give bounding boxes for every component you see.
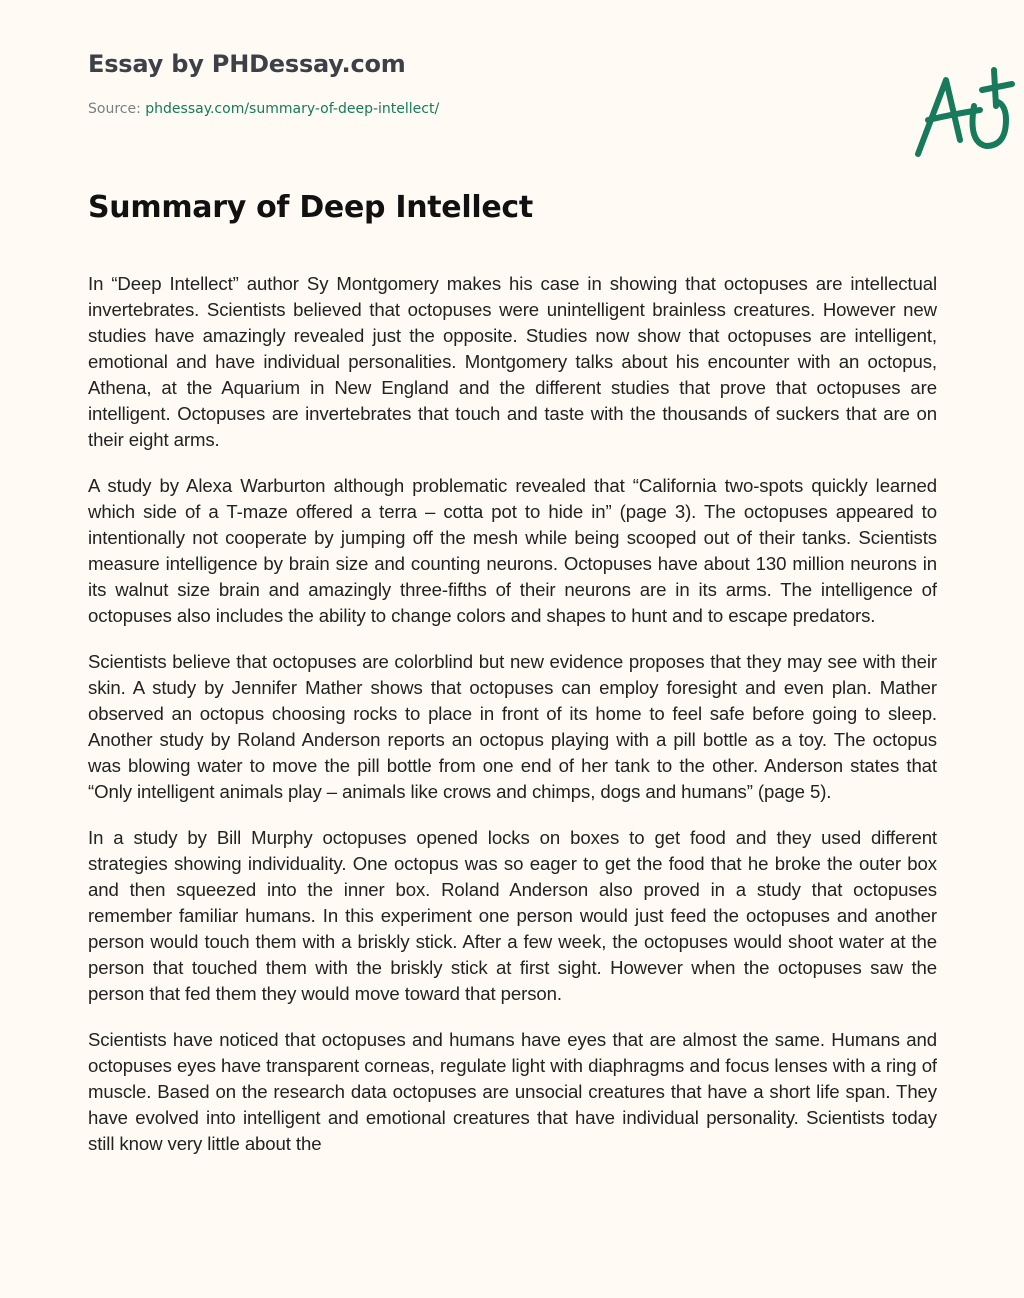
a-plus-grade-icon <box>908 62 1018 162</box>
essay-paragraph: In “Deep Intellect” author Sy Montgomery makes his case in showing that octopuses are intellectual invertebrates. Scientists believed that octopuses were unintelligent brainless creatures. However new studies have amazingly revealed just the opposite. Studies now show that octopuses are intelligent, emotional and have individual personalities. Montgomery talks about his encounter with an octopus, Athena, at the Aquarium in New England and the different studies that prove that octopuses are intelligent. Octopuses are invertebrates that touch and taste with the thousands of suckers that are on their eight arms. <box>88 273 937 450</box>
essay-body-viewport <box>88 271 937 1248</box>
source-label: Source: <box>88 101 141 117</box>
essay-paragraph: A study by Alexa Warburton although problematic revealed that “California two-spots quickly learned which side of a T-maze offered a terra – cotta pot to hide in” (page 3). The octopuses appeared to intentionally not cooperate by jumping off the mesh while being scooped out of their tanks. Scientists measure intelligence by brain size and counting neurons. Octopuses have about 130 million neurons in its walnut size brain and amazingly three-fifths of their neurons are in its arms. The intelligence of octopuses also includes the ability to change colors and shapes to hunt and to escape predators. <box>88 475 937 626</box>
source-link[interactable]: phdessay.com/summary-of-deep-intellect/ <box>145 101 440 117</box>
essay-paragraph: Scientists have noticed that octopuses and humans have eyes that are almost the same. Humans and octopuses eyes have transparent corneas, regulate light with diaphragms and focus lenses with a ring of muscle. Based on the research data octopuses are unsocial creatures that have a short life span. They have evolved into intelligent and emotional creatures that have individual personality. Scientists today still know very little about the <box>88 1029 937 1154</box>
source-line <box>88 101 439 117</box>
site-brand: Essay by PHDessay.com <box>88 50 406 78</box>
essay-paragraph: In a study by Bill Murphy octopuses opened locks on boxes to get food and they used different strategies showing individuality. One octopus was so eager to get the food that he broke the outer box and then squeezed into the inner box. Roland Anderson also proved in a study that octopuses remember familiar humans. In this experiment one person would just feed the octopuses and another person would touch them with a briskly stick. After a few week, the octopuses would shoot water at the person that touched them with the briskly stick at first sight. However when the octopuses saw the person that fed them they would move toward that person. <box>88 827 937 1004</box>
essay-title: Summary of Deep Intellect <box>88 190 533 225</box>
essay-paragraph: Scientists believe that octopuses are colorblind but new evidence proposes that they may see with their skin. A study by Jennifer Mather shows that octopuses can employ foresight and even plan. Mather observed an octopus choosing rocks to place in front of its home to feel safe before going to sleep. Another study by Roland Anderson reports an octopus playing with a pill bottle as a toy. The octopus was blowing water to move the pill bottle from one end of her tank to the other. Anderson states that “Only intelligent animals play – animals like crows and chimps, dogs and humans” (page 5). <box>88 651 937 802</box>
essay-body <box>88 271 937 1157</box>
